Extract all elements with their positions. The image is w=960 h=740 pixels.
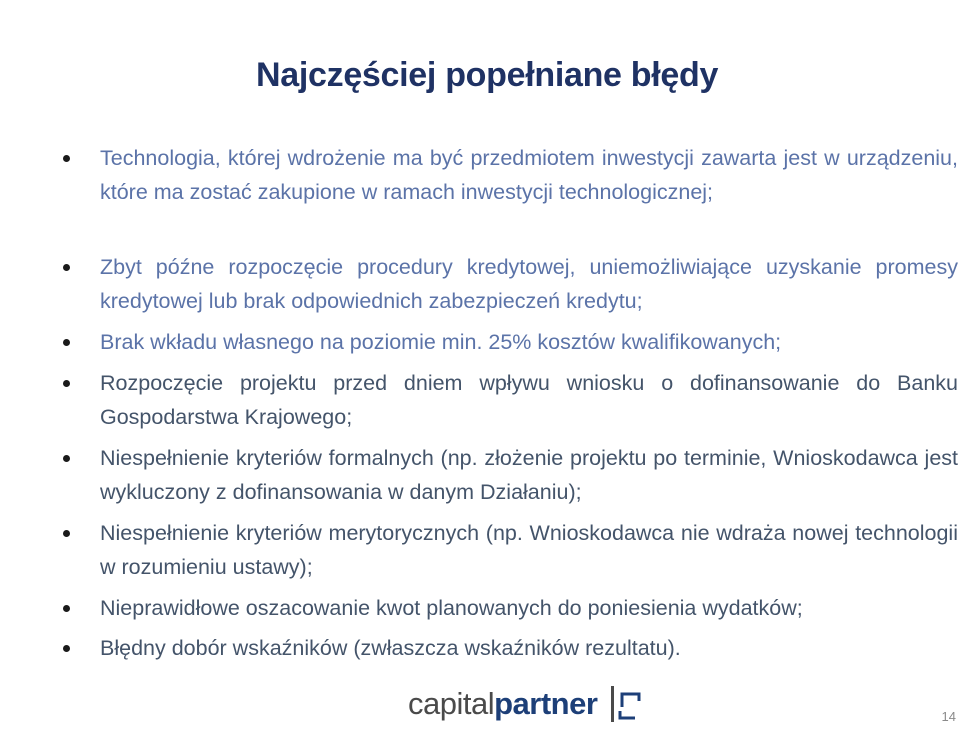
bullet-item: Niespełnienie kryteriów merytorycznych (np. Wnioskodawca nie wdraża nowej technologii w rozumieniu ustawy); <box>100 516 958 584</box>
logo-wordmark <box>408 684 597 724</box>
bullet-item: Nieprawidłowe oszacowanie kwot planowanych do poniesienia wydatków; <box>100 591 958 625</box>
company-logo <box>408 684 643 724</box>
page-number: 14 <box>941 709 956 724</box>
bullet-item: Technologia, której wdrożenie ma być przedmiotem inwestycji zawarta jest w urządzeniu, które ma zostać zakupione w ramach inwestycji technologicznej; <box>100 141 958 209</box>
bullet-item: Błędny dobór wskaźników (zwłaszcza wskaźników rezultatu). <box>100 631 958 665</box>
slide-title: Najczęściej popełniane błędy <box>256 56 719 94</box>
logo-partner: partner <box>494 686 598 721</box>
bullet-item: Rozpoczęcie projektu przed dniem wpływu wniosku o dofinansowanie do Banku Gospodarstwa Krajowego; <box>100 366 958 434</box>
bullet-item: Niespełnienie kryteriów formalnych (np. złożenie projektu po terminie, Wnioskodawca jest wykluczony z dofinansowania w danym Działaniu); <box>100 441 958 509</box>
bullet-item: Zbyt późne rozpoczęcie procedury kredytowej, uniemożliwiające uzyskanie promesy kredytowej lub brak odpowiednich zabezpieczeń kredytu; <box>100 250 958 318</box>
bullet-item: Brak wkładu własnego na poziomie min. 25% kosztów kwalifikowanych; <box>100 325 958 359</box>
logo-mark-icon <box>611 686 643 722</box>
logo-capital: capital <box>408 686 495 721</box>
